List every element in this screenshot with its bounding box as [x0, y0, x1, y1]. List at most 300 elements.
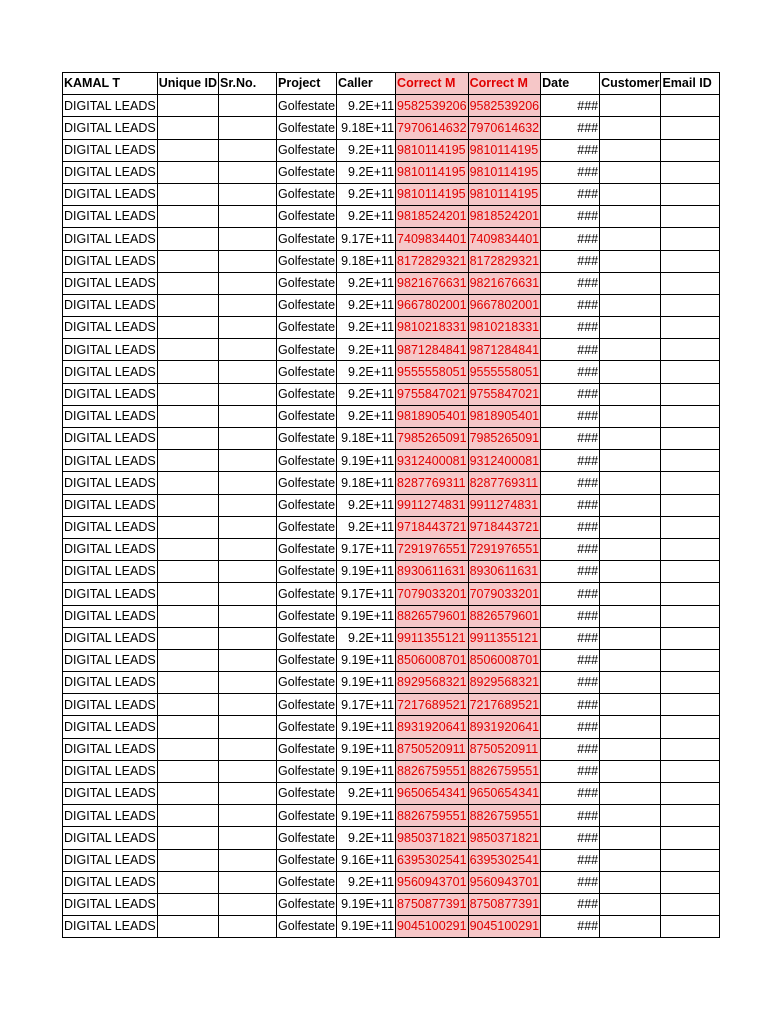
source-cell[interactable]: DIGITAL LEADS	[63, 472, 158, 494]
correct-mobile-cell-2[interactable]: 8931920641	[468, 716, 541, 738]
sr-no-cell[interactable]	[219, 649, 277, 671]
correct-mobile-cell-1[interactable]: 8750520911	[396, 738, 469, 760]
project-cell[interactable]: Golfestate	[277, 472, 337, 494]
customer-cell[interactable]	[600, 95, 661, 117]
source-cell[interactable]: DIGITAL LEADS	[63, 605, 158, 627]
caller-cell[interactable]: 9.19E+11	[337, 893, 396, 915]
caller-cell[interactable]: 9.18E+11	[337, 117, 396, 139]
correct-mobile-cell-1[interactable]: 8826759551	[396, 805, 469, 827]
correct-mobile-cell-1[interactable]: 7409834401	[396, 228, 469, 250]
caller-cell[interactable]: 9.17E+11	[337, 228, 396, 250]
correct-mobile-cell-1[interactable]: 9810218331	[396, 317, 469, 339]
sr-no-cell[interactable]	[219, 627, 277, 649]
project-cell[interactable]: Golfestate	[277, 339, 337, 361]
sr-no-cell[interactable]	[219, 250, 277, 272]
date-cell[interactable]: ###	[541, 893, 600, 915]
correct-mobile-cell-2[interactable]: 9560943701	[468, 871, 541, 893]
sr-no-cell[interactable]	[219, 139, 277, 161]
date-cell[interactable]: ###	[541, 428, 600, 450]
source-cell[interactable]: DIGITAL LEADS	[63, 272, 158, 294]
correct-mobile-cell-2[interactable]: 7970614632	[468, 117, 541, 139]
correct-mobile-cell-2[interactable]: 9821676631	[468, 272, 541, 294]
correct-mobile-cell-1[interactable]: 7217689521	[396, 694, 469, 716]
correct-mobile-cell-2[interactable]: 7217689521	[468, 694, 541, 716]
correct-mobile-cell-1[interactable]: 8931920641	[396, 716, 469, 738]
project-cell[interactable]: Golfestate	[277, 494, 337, 516]
email-cell[interactable]	[661, 183, 720, 205]
date-cell[interactable]: ###	[541, 916, 600, 938]
sr-no-cell[interactable]	[219, 383, 277, 405]
sr-no-cell[interactable]	[219, 716, 277, 738]
date-cell[interactable]: ###	[541, 294, 600, 316]
email-cell[interactable]	[661, 383, 720, 405]
date-cell[interactable]: ###	[541, 95, 600, 117]
unique-id-cell[interactable]	[157, 672, 218, 694]
email-cell[interactable]	[661, 716, 720, 738]
sr-no-cell[interactable]	[219, 161, 277, 183]
sr-no-cell[interactable]	[219, 339, 277, 361]
unique-id-cell[interactable]	[157, 117, 218, 139]
project-cell[interactable]: Golfestate	[277, 827, 337, 849]
caller-cell[interactable]: 9.19E+11	[337, 450, 396, 472]
date-cell[interactable]: ###	[541, 827, 600, 849]
header-cell-unique-id[interactable]: Unique ID	[157, 73, 218, 95]
unique-id-cell[interactable]	[157, 450, 218, 472]
date-cell[interactable]: ###	[541, 538, 600, 560]
caller-cell[interactable]: 9.2E+11	[337, 871, 396, 893]
caller-cell[interactable]: 9.2E+11	[337, 383, 396, 405]
correct-mobile-cell-2[interactable]: 8172829321	[468, 250, 541, 272]
date-cell[interactable]: ###	[541, 206, 600, 228]
correct-mobile-cell-2[interactable]: 8930611631	[468, 561, 541, 583]
unique-id-cell[interactable]	[157, 139, 218, 161]
date-cell[interactable]: ###	[541, 405, 600, 427]
unique-id-cell[interactable]	[157, 538, 218, 560]
project-cell[interactable]: Golfestate	[277, 161, 337, 183]
email-cell[interactable]	[661, 161, 720, 183]
sr-no-cell[interactable]	[219, 272, 277, 294]
customer-cell[interactable]	[600, 272, 661, 294]
unique-id-cell[interactable]	[157, 583, 218, 605]
sr-no-cell[interactable]	[219, 428, 277, 450]
header-cell-project[interactable]: Project	[277, 73, 337, 95]
customer-cell[interactable]	[600, 783, 661, 805]
date-cell[interactable]: ###	[541, 583, 600, 605]
date-cell[interactable]: ###	[541, 694, 600, 716]
source-cell[interactable]: DIGITAL LEADS	[63, 672, 158, 694]
date-cell[interactable]: ###	[541, 494, 600, 516]
email-cell[interactable]	[661, 95, 720, 117]
project-cell[interactable]: Golfestate	[277, 117, 337, 139]
customer-cell[interactable]	[600, 538, 661, 560]
customer-cell[interactable]	[600, 383, 661, 405]
customer-cell[interactable]	[600, 361, 661, 383]
date-cell[interactable]: ###	[541, 139, 600, 161]
correct-mobile-cell-1[interactable]: 9911355121	[396, 627, 469, 649]
source-cell[interactable]: DIGITAL LEADS	[63, 339, 158, 361]
email-cell[interactable]	[661, 672, 720, 694]
correct-mobile-cell-1[interactable]: 9560943701	[396, 871, 469, 893]
customer-cell[interactable]	[600, 627, 661, 649]
customer-cell[interactable]	[600, 871, 661, 893]
date-cell[interactable]: ###	[541, 317, 600, 339]
unique-id-cell[interactable]	[157, 95, 218, 117]
project-cell[interactable]: Golfestate	[277, 871, 337, 893]
email-cell[interactable]	[661, 694, 720, 716]
customer-cell[interactable]	[600, 605, 661, 627]
source-cell[interactable]: DIGITAL LEADS	[63, 95, 158, 117]
project-cell[interactable]: Golfestate	[277, 294, 337, 316]
email-cell[interactable]	[661, 294, 720, 316]
sr-no-cell[interactable]	[219, 472, 277, 494]
date-cell[interactable]: ###	[541, 183, 600, 205]
sr-no-cell[interactable]	[219, 583, 277, 605]
correct-mobile-cell-2[interactable]: 8506008701	[468, 649, 541, 671]
customer-cell[interactable]	[600, 516, 661, 538]
customer-cell[interactable]	[600, 827, 661, 849]
unique-id-cell[interactable]	[157, 250, 218, 272]
correct-mobile-cell-1[interactable]: 8506008701	[396, 649, 469, 671]
unique-id-cell[interactable]	[157, 827, 218, 849]
customer-cell[interactable]	[600, 339, 661, 361]
email-cell[interactable]	[661, 228, 720, 250]
caller-cell[interactable]: 9.19E+11	[337, 760, 396, 782]
correct-mobile-cell-1[interactable]: 9871284841	[396, 339, 469, 361]
correct-mobile-cell-1[interactable]: 9650654341	[396, 783, 469, 805]
project-cell[interactable]: Golfestate	[277, 428, 337, 450]
sr-no-cell[interactable]	[219, 538, 277, 560]
source-cell[interactable]: DIGITAL LEADS	[63, 494, 158, 516]
customer-cell[interactable]	[600, 738, 661, 760]
sr-no-cell[interactable]	[219, 516, 277, 538]
customer-cell[interactable]	[600, 139, 661, 161]
unique-id-cell[interactable]	[157, 738, 218, 760]
customer-cell[interactable]	[600, 494, 661, 516]
unique-id-cell[interactable]	[157, 317, 218, 339]
date-cell[interactable]: ###	[541, 760, 600, 782]
correct-mobile-cell-1[interactable]: 8929568321	[396, 672, 469, 694]
correct-mobile-cell-1[interactable]: 8826759551	[396, 760, 469, 782]
email-cell[interactable]	[661, 738, 720, 760]
header-cell-correct-m-1[interactable]: Correct M	[396, 73, 469, 95]
customer-cell[interactable]	[600, 117, 661, 139]
email-cell[interactable]	[661, 139, 720, 161]
sr-no-cell[interactable]	[219, 827, 277, 849]
email-cell[interactable]	[661, 805, 720, 827]
customer-cell[interactable]	[600, 250, 661, 272]
date-cell[interactable]: ###	[541, 161, 600, 183]
unique-id-cell[interactable]	[157, 716, 218, 738]
project-cell[interactable]: Golfestate	[277, 95, 337, 117]
customer-cell[interactable]	[600, 472, 661, 494]
email-cell[interactable]	[661, 516, 720, 538]
unique-id-cell[interactable]	[157, 206, 218, 228]
email-cell[interactable]	[661, 117, 720, 139]
unique-id-cell[interactable]	[157, 228, 218, 250]
sr-no-cell[interactable]	[219, 405, 277, 427]
customer-cell[interactable]	[600, 228, 661, 250]
correct-mobile-cell-2[interactable]: 8826759551	[468, 760, 541, 782]
project-cell[interactable]: Golfestate	[277, 516, 337, 538]
correct-mobile-cell-2[interactable]: 9871284841	[468, 339, 541, 361]
correct-mobile-cell-2[interactable]: 7985265091	[468, 428, 541, 450]
date-cell[interactable]: ###	[541, 516, 600, 538]
unique-id-cell[interactable]	[157, 694, 218, 716]
sr-no-cell[interactable]	[219, 450, 277, 472]
unique-id-cell[interactable]	[157, 605, 218, 627]
correct-mobile-cell-2[interactable]: 8929568321	[468, 672, 541, 694]
project-cell[interactable]: Golfestate	[277, 250, 337, 272]
caller-cell[interactable]: 9.2E+11	[337, 783, 396, 805]
correct-mobile-cell-1[interactable]: 8172829321	[396, 250, 469, 272]
source-cell[interactable]: DIGITAL LEADS	[63, 716, 158, 738]
email-cell[interactable]	[661, 405, 720, 427]
correct-mobile-cell-2[interactable]: 8750877391	[468, 893, 541, 915]
caller-cell[interactable]: 9.19E+11	[337, 605, 396, 627]
caller-cell[interactable]: 9.2E+11	[337, 405, 396, 427]
customer-cell[interactable]	[600, 916, 661, 938]
project-cell[interactable]: Golfestate	[277, 538, 337, 560]
customer-cell[interactable]	[600, 206, 661, 228]
caller-cell[interactable]: 9.2E+11	[337, 494, 396, 516]
email-cell[interactable]	[661, 849, 720, 871]
correct-mobile-cell-1[interactable]: 9312400081	[396, 450, 469, 472]
unique-id-cell[interactable]	[157, 871, 218, 893]
sr-no-cell[interactable]	[219, 694, 277, 716]
correct-mobile-cell-1[interactable]: 8287769311	[396, 472, 469, 494]
header-cell-customer[interactable]: Customer	[600, 73, 661, 95]
date-cell[interactable]: ###	[541, 672, 600, 694]
caller-cell[interactable]: 9.19E+11	[337, 561, 396, 583]
project-cell[interactable]: Golfestate	[277, 672, 337, 694]
project-cell[interactable]: Golfestate	[277, 317, 337, 339]
customer-cell[interactable]	[600, 405, 661, 427]
date-cell[interactable]: ###	[541, 361, 600, 383]
correct-mobile-cell-2[interactable]: 6395302541	[468, 849, 541, 871]
customer-cell[interactable]	[600, 294, 661, 316]
caller-cell[interactable]: 9.17E+11	[337, 583, 396, 605]
date-cell[interactable]: ###	[541, 272, 600, 294]
sr-no-cell[interactable]	[219, 916, 277, 938]
project-cell[interactable]: Golfestate	[277, 916, 337, 938]
sr-no-cell[interactable]	[219, 849, 277, 871]
correct-mobile-cell-2[interactable]: 9810114195	[468, 183, 541, 205]
sr-no-cell[interactable]	[219, 893, 277, 915]
date-cell[interactable]: ###	[541, 117, 600, 139]
date-cell[interactable]: ###	[541, 627, 600, 649]
sr-no-cell[interactable]	[219, 738, 277, 760]
project-cell[interactable]: Golfestate	[277, 561, 337, 583]
correct-mobile-cell-2[interactable]: 9911274831	[468, 494, 541, 516]
caller-cell[interactable]: 9.2E+11	[337, 317, 396, 339]
caller-cell[interactable]: 9.18E+11	[337, 250, 396, 272]
project-cell[interactable]: Golfestate	[277, 583, 337, 605]
customer-cell[interactable]	[600, 583, 661, 605]
email-cell[interactable]	[661, 206, 720, 228]
caller-cell[interactable]: 9.2E+11	[337, 827, 396, 849]
correct-mobile-cell-1[interactable]: 8930611631	[396, 561, 469, 583]
sr-no-cell[interactable]	[219, 206, 277, 228]
email-cell[interactable]	[661, 250, 720, 272]
correct-mobile-cell-1[interactable]: 9555558051	[396, 361, 469, 383]
customer-cell[interactable]	[600, 893, 661, 915]
project-cell[interactable]: Golfestate	[277, 272, 337, 294]
sr-no-cell[interactable]	[219, 871, 277, 893]
sr-no-cell[interactable]	[219, 605, 277, 627]
sr-no-cell[interactable]	[219, 361, 277, 383]
email-cell[interactable]	[661, 649, 720, 671]
date-cell[interactable]: ###	[541, 871, 600, 893]
source-cell[interactable]: DIGITAL LEADS	[63, 361, 158, 383]
caller-cell[interactable]: 9.19E+11	[337, 672, 396, 694]
customer-cell[interactable]	[600, 561, 661, 583]
sr-no-cell[interactable]	[219, 783, 277, 805]
date-cell[interactable]: ###	[541, 472, 600, 494]
email-cell[interactable]	[661, 339, 720, 361]
correct-mobile-cell-2[interactable]: 7409834401	[468, 228, 541, 250]
date-cell[interactable]: ###	[541, 339, 600, 361]
correct-mobile-cell-1[interactable]: 9818524201	[396, 206, 469, 228]
caller-cell[interactable]: 9.2E+11	[337, 516, 396, 538]
correct-mobile-cell-1[interactable]: 9821676631	[396, 272, 469, 294]
unique-id-cell[interactable]	[157, 494, 218, 516]
correct-mobile-cell-1[interactable]: 7970614632	[396, 117, 469, 139]
unique-id-cell[interactable]	[157, 472, 218, 494]
correct-mobile-cell-1[interactable]: 9810114195	[396, 183, 469, 205]
correct-mobile-cell-1[interactable]: 7291976551	[396, 538, 469, 560]
correct-mobile-cell-1[interactable]: 8750877391	[396, 893, 469, 915]
unique-id-cell[interactable]	[157, 161, 218, 183]
date-cell[interactable]: ###	[541, 849, 600, 871]
unique-id-cell[interactable]	[157, 361, 218, 383]
correct-mobile-cell-1[interactable]: 9911274831	[396, 494, 469, 516]
customer-cell[interactable]	[600, 317, 661, 339]
project-cell[interactable]: Golfestate	[277, 183, 337, 205]
project-cell[interactable]: Golfestate	[277, 849, 337, 871]
sr-no-cell[interactable]	[219, 760, 277, 782]
sr-no-cell[interactable]	[219, 183, 277, 205]
caller-cell[interactable]: 9.18E+11	[337, 428, 396, 450]
caller-cell[interactable]: 9.18E+11	[337, 472, 396, 494]
source-cell[interactable]: DIGITAL LEADS	[63, 450, 158, 472]
correct-mobile-cell-2[interactable]: 8750520911	[468, 738, 541, 760]
customer-cell[interactable]	[600, 760, 661, 782]
sr-no-cell[interactable]	[219, 561, 277, 583]
project-cell[interactable]: Golfestate	[277, 139, 337, 161]
email-cell[interactable]	[661, 317, 720, 339]
email-cell[interactable]	[661, 916, 720, 938]
email-cell[interactable]	[661, 494, 720, 516]
unique-id-cell[interactable]	[157, 272, 218, 294]
source-cell[interactable]: DIGITAL LEADS	[63, 760, 158, 782]
correct-mobile-cell-1[interactable]: 9667802001	[396, 294, 469, 316]
date-cell[interactable]: ###	[541, 383, 600, 405]
caller-cell[interactable]: 9.19E+11	[337, 805, 396, 827]
unique-id-cell[interactable]	[157, 649, 218, 671]
email-cell[interactable]	[661, 783, 720, 805]
email-cell[interactable]	[661, 627, 720, 649]
unique-id-cell[interactable]	[157, 561, 218, 583]
customer-cell[interactable]	[600, 428, 661, 450]
source-cell[interactable]: DIGITAL LEADS	[63, 228, 158, 250]
source-cell[interactable]: DIGITAL LEADS	[63, 428, 158, 450]
caller-cell[interactable]: 9.19E+11	[337, 738, 396, 760]
source-cell[interactable]: DIGITAL LEADS	[63, 827, 158, 849]
email-cell[interactable]	[661, 472, 720, 494]
source-cell[interactable]: DIGITAL LEADS	[63, 783, 158, 805]
project-cell[interactable]: Golfestate	[277, 627, 337, 649]
correct-mobile-cell-1[interactable]: 7079033201	[396, 583, 469, 605]
caller-cell[interactable]: 9.2E+11	[337, 361, 396, 383]
caller-cell[interactable]: 9.2E+11	[337, 139, 396, 161]
unique-id-cell[interactable]	[157, 405, 218, 427]
header-cell-email-id[interactable]: Email ID	[661, 73, 720, 95]
unique-id-cell[interactable]	[157, 916, 218, 938]
source-cell[interactable]: DIGITAL LEADS	[63, 871, 158, 893]
correct-mobile-cell-1[interactable]: 6395302541	[396, 849, 469, 871]
customer-cell[interactable]	[600, 450, 661, 472]
correct-mobile-cell-1[interactable]: 9810114195	[396, 161, 469, 183]
unique-id-cell[interactable]	[157, 383, 218, 405]
correct-mobile-cell-1[interactable]: 7985265091	[396, 428, 469, 450]
customer-cell[interactable]	[600, 183, 661, 205]
customer-cell[interactable]	[600, 161, 661, 183]
correct-mobile-cell-1[interactable]: 9810114195	[396, 139, 469, 161]
caller-cell[interactable]: 9.16E+11	[337, 849, 396, 871]
customer-cell[interactable]	[600, 716, 661, 738]
correct-mobile-cell-2[interactable]: 9045100291	[468, 916, 541, 938]
unique-id-cell[interactable]	[157, 428, 218, 450]
sr-no-cell[interactable]	[219, 117, 277, 139]
correct-mobile-cell-2[interactable]: 7079033201	[468, 583, 541, 605]
project-cell[interactable]: Golfestate	[277, 361, 337, 383]
customer-cell[interactable]	[600, 849, 661, 871]
source-cell[interactable]: DIGITAL LEADS	[63, 583, 158, 605]
source-cell[interactable]: DIGITAL LEADS	[63, 317, 158, 339]
header-cell-correct-m-2[interactable]: Correct M	[468, 73, 541, 95]
source-cell[interactable]: DIGITAL LEADS	[63, 183, 158, 205]
source-cell[interactable]: DIGITAL LEADS	[63, 117, 158, 139]
correct-mobile-cell-1[interactable]: 9818905401	[396, 405, 469, 427]
header-cell-date[interactable]: Date	[541, 73, 600, 95]
sr-no-cell[interactable]	[219, 294, 277, 316]
correct-mobile-cell-1[interactable]: 9850371821	[396, 827, 469, 849]
correct-mobile-cell-1[interactable]: 9718443721	[396, 516, 469, 538]
correct-mobile-cell-2[interactable]: 9850371821	[468, 827, 541, 849]
email-cell[interactable]	[661, 827, 720, 849]
date-cell[interactable]: ###	[541, 228, 600, 250]
source-cell[interactable]: DIGITAL LEADS	[63, 139, 158, 161]
unique-id-cell[interactable]	[157, 183, 218, 205]
correct-mobile-cell-2[interactable]: 8826759551	[468, 805, 541, 827]
source-cell[interactable]: DIGITAL LEADS	[63, 294, 158, 316]
source-cell[interactable]: DIGITAL LEADS	[63, 405, 158, 427]
customer-cell[interactable]	[600, 694, 661, 716]
email-cell[interactable]	[661, 871, 720, 893]
date-cell[interactable]: ###	[541, 250, 600, 272]
correct-mobile-cell-2[interactable]: 9667802001	[468, 294, 541, 316]
caller-cell[interactable]: 9.2E+11	[337, 206, 396, 228]
correct-mobile-cell-2[interactable]: 9718443721	[468, 516, 541, 538]
source-cell[interactable]: DIGITAL LEADS	[63, 538, 158, 560]
email-cell[interactable]	[661, 272, 720, 294]
unique-id-cell[interactable]	[157, 783, 218, 805]
caller-cell[interactable]: 9.19E+11	[337, 649, 396, 671]
project-cell[interactable]: Golfestate	[277, 228, 337, 250]
source-cell[interactable]: DIGITAL LEADS	[63, 649, 158, 671]
project-cell[interactable]: Golfestate	[277, 694, 337, 716]
email-cell[interactable]	[661, 583, 720, 605]
